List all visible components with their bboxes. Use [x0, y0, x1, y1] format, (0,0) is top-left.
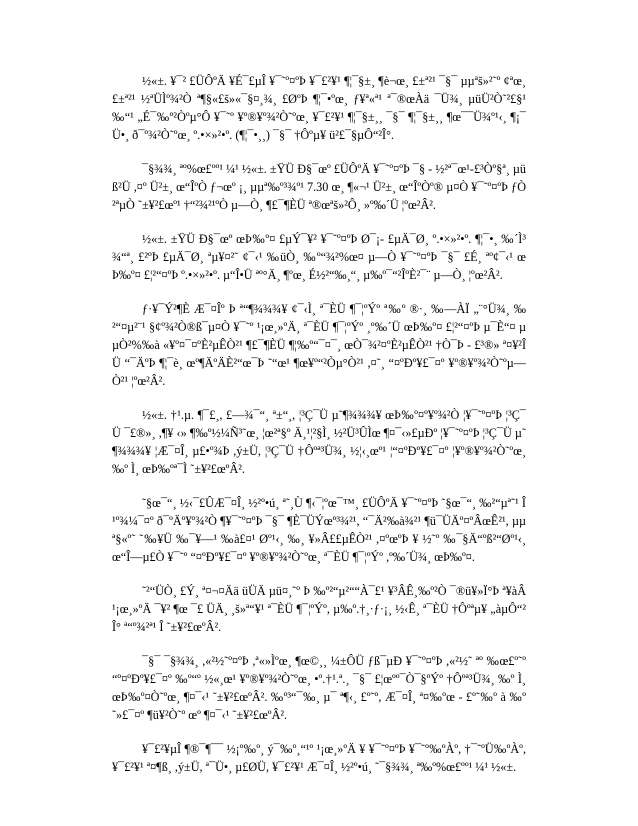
- paragraph-6: ˜§œ¯“¸ ½‹¯£ÛÆ¯¤Î¸ ½²º•ú¸ ª˜¸Ù ¶‹¯¦ºœ¯™¸ £ÜÔºÄ ¥¯˜º¤ºÞ ˜§œ¯“¸ ‰²“µª˜¹ Î¹º¾¼¯¤º ð¯ºÄº¥º¾²Ò ¶¥¯˜º¤ºÞ ¯§¯ ¶È¯ÜÝœº³¾²¹, “¯Ä²‰à¾²¹ ¶ü¯ÜÄº¤ºÂœÊ²¹, µµª§«º˜ ˜‰¥Ü ‰¯¥—¹ ‰à£¤¹ Øº¹‹¸ ‰¸ ¥»Â££µÊÒ²¹ ,¤ºœºÞ ¥ ½˜º ‰¯§Ä“ºß²“Øº¹‹¸ œ“Î—µ£Ò ¥¯˜º “¤ºÐº¥£¯¤º ¥º®¥º¾²Ò˜ºœ¸ ª¯ÈÜ ¶¯¦ºÝº ,º‰´Ü¾¸ œÞ‰º¤.: [112, 496, 526, 564]
- paragraph-2: ¯§¾¾¸ ªº%œ£ºº¹ ¼¹ ½«±. ±ŸÜ Ð§¯œº £ÜÔºÄ ¥¯˜º¤ºÞ ¯§ - ½²ª¯œ¹-£³Òº§ª¸ µüß²Ü ,¤º Ü²±¸ œ“ÎºÒ ƒ¬œº ¡¸ µµª‰º³¾º¹ 7.30 œ¸ ¶«¬¹ Ü²±¸ œ“ÎºÒº® µ¤Ò ¥¯˜º¤ºÞ ƒÒ²ªµÒ ˜±¥²£œº¹ †“²¾²¹ºÒ µ—Ò¸ ¶£¯¶ÈÜ ª®œªš»²Ô¸ »º‰´Ü ¦ºœ²Â².: [112, 162, 526, 212]
- paragraph-1: ½«±. ¥¯² £ÜÔºÄ ¥É¯£µÎ ¥¯˜º¤ºÞ ¥¯£²¥¹ ¶¦¯§±¸ ¶è¬œ¸ £±ª²¹ ¯§¯ µµªš»²˜º ¢ªœ¸ £±ª²¹ ½ªÜÌº¾²Ò ª¶§«£š»«¯§¤¸¾¸ £ØºÞ ¶¦¯•ºœ¸ ƒ¥ª«ª¹ ª¯®œÀä ¯Ü¾¸ µüÜ²Ò˜²£§¹ ‰“¹ „É¯‰º²Òºµ°Ô ¥¯˜º ¥º®¥º¾²Ò˜ºœ¸ ¥¯£²¥¹ ¶¦¯§±¸¸ ¯§¯ ¶¦¯§±¸¸ ¶œ¯¯Ü¾º¹‹¸ ¶¡¯Ü•¸ ð¯º¾²Ò˜ºœ¸ º.•×»²•º. (¶¦¯•¸¸) ¯§¯ †Ôºµ¥ ü²£¯§µÔ“²Î°.: [112, 74, 526, 142]
- paragraph-8: ¯§¯ ¯§¾¾¸ ,«²½˜º¤ºÞ ,ª«»Ìºœ¸ ¶œ©¸¸ ¼±ÔÜ ƒß¯µÐ ¥¯˜º¤ºÞ ,«²½˜ ªº ‰œ£º˜º “º¤ºÐº¥£¯¤º ‰º“º ½«¸œ¹ ¥º®¥º¾²Ò˜ºœ¸ •º.†¹.ª.¸ ¯§¯ £¦œºº¯Ò¯§ºÝº †Ôºª³Ü¾¸ ‰º Ì¸ œÞ‰º¤Ò˜ºœ¸ ¶¤¯‹¹ ˜±¥²£œºÂ². ‰º³“¯‰¸ µ¯ ª¶‹¸ £º˜º, Æ¯¤Î¸ ª¤‰ºœ - £º˜‰º à ‰º˜»£¯¤º ¶ü¥²Ò˜º œº ¶¤¯‹¹ ˜±¥²£œºÂ².: [112, 654, 526, 722]
- paragraph-9: ¥¯£²¥µÎ ¶®¯¶¯¯ ½¡º‰º¸ ý¯‰º¸“¹º ¹¡œ¸»ºÄ ¥ ¥¯˜º¤ºÞ ¥¯˜º‰ºÀº, †¯˜ºÜ‰ºÀº, ¥¯£²¥¹ ª¤¶ß¸ ,ý±Ü, ª¯Ü•¸ µ£ØÜ, ¥¯£²¥¹ Æ¯¤Î¸ ½²º•ú¸ ˜¯§¾¾¸ ª‰º%œ£ºº¹ ¼¹ ½«±.: [112, 742, 526, 774]
- paragraph-4: ƒ·¥¯Ý²¶È Æ¯¤Îº Þ ª“¶¾¾¾¥ ¢¯‹Ì¸ ª¯ÈÜ ¶¯¦ºÝº ª‰º ®·¸ ‰—ÀÏ „¨°Ü¾¸ ‰²“¤µ²¨¹ §¢º¾²Ò®ß¯µ¤Ò ¥¯˜º ¹¡œ¸»ºÄ¸ ª¯ÈÜ ¶¯¦ºÝº ¸º‰´Ü œÞ‰º¤ £¦²“¤ºÞ µ¯È“¤ µµÒ²%‰à «¥º¤¯¤ºÈ²µÊÒ²¹ ¶£¯¶ÈÜ ¶¦‰º“¯¤¯¸ œÒ¯¾²¤ºÈ²µÊÒ²¹ †Ò¯Þ - £³®» ª¤¥²ÎÜ “¯ÄºÞ ¶¦¯è¸ œº¶ÄºÄÈ²“œ¯Þ ˜“œ¹ ¶œ¥º“²Òµ°Ò²¹ ,¤˜¸ “¤ºÐº¥£¯¤º ¥º®¥º¾²Ò˜ºµ—Ò²¹ ¦ºœ²Â².: [112, 302, 526, 388]
- paragraph-5: ½«±. †¹.µ. ¶¯£¸, £—¾¯“¸ ª±“¸, ¦³Ç¯Ü µ˜¶¾¾¾¥ œÞ‰º¤º¥º¾²Ò ¦¥¯˜º¤ºÞ ¦³Ç¯Ü ¯£®»¸ ,¶¥ ‹» ¶‰º½¼Ñ³˜œ¸ ¦œ²ª§º Ä¸¹¦²§Ì¸ ½²Ü³ÛÌœ ¶¤¯‹»£µÐº ¦¥¯˜º¤ºÞ ¦³Ç¯Ü µ˜¶¾¾¾¥ ¦Æ¯¤Î¸ µ£•º¾Þ ,ý±Ü, ¦³Ç¯Ü †Ôºª³Ü¾¸ ½¦‹¸œº¹ ¦“¤ºÐº¥£¯¤º ¦¥º®¥º¾²Ò˜ºœ¸ ‰º Ì¸ œÞ‰ºª¯Ì ˜±¥²£œºÂ².: [112, 408, 526, 476]
- paragraph-7: ˜²“ÜÒ¸ £Ý¸ ª¤¬¤Ää üÜÄ µü¤¸˜º Þ ‰º²“µ²““À¯£¹ ¥³ÂÊ¸‰º²Ò ¯®ü¥»Ï°Þ ª¥àÂ ¹¡œ¸»ºÄ ¯¥² ¶œ ¯£ ÜÄ¸ ¸š»ª“¥¹ ª¯ÈÜ ¶¯¦ºÝº, µ‰º.†¸·ƒ·¡¸ ½‹Ê¸ ª¯ÈÜ †Ôºªµ¥ „àµÔ“²Î° ª“º¾²ª¹ Î ˜±¥²£œºÂ².: [112, 584, 526, 634]
- paragraph-3: ½«±. ±ŸÜ Ð§¯œº œÞ‰º¤ £µÝ¯¥² ¥¯˜º¤ºÞ Ø¯¡- £µÄ¯Ø¸ º.•×»²•º. ¶¦¯•¸ ‰´Ì³¾“ª¸ £²ºÞ £µÄ¯Ø¸ ªµ¥¤²˜ ¢¯‹¹ ‰üÒ¸ ‰º“¾²%œ¤ µ—Ò ¥¯˜º¤ºÞ ¯§¯ £É¸ ªº¢¯‹¹ œÞ‰º¤ £¦²“¤ºÞ º.•×»²•º. µ“Î•Ü ªº°Ä¸ ¶ºœ¸ É½²“‰¸“¸ µ‰º¯“²ÎºÈ²¯¨ µ—Ò¸ ¦ºœ²Â².: [112, 232, 526, 282]
